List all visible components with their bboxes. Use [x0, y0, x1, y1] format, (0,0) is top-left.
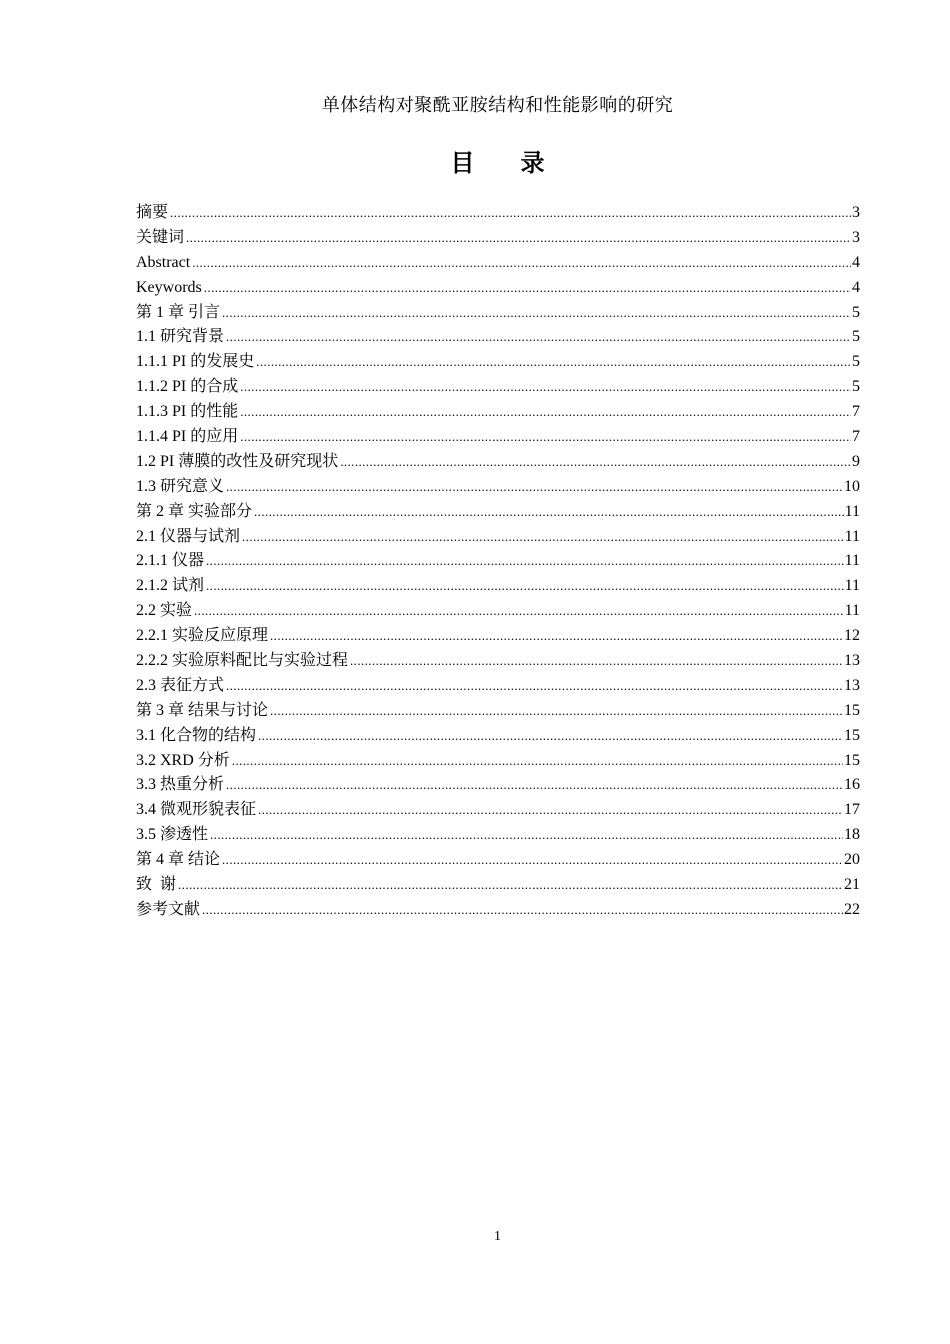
toc-entry[interactable]: [136, 525, 860, 550]
toc-entry[interactable]: [136, 500, 860, 525]
toc-leader-dots: [202, 898, 843, 923]
toc-entry-label: 1.1.4 PI 的应用: [136, 428, 239, 446]
toc-entry[interactable]: [136, 599, 860, 624]
toc-entry-label: 第 1 章 引言: [136, 303, 221, 321]
toc-leader-dots: [258, 798, 843, 823]
toc-entry-page: 18: [844, 826, 860, 844]
toc-leader-dots: [258, 724, 843, 749]
toc-leader-dots: [270, 699, 843, 724]
toc-entry-label: 3.4 微观形貌表征: [136, 801, 257, 819]
toc-entry-label: 第 4 章 结论: [136, 851, 221, 869]
table-of-contents: [136, 201, 860, 923]
toc-entry-page: 4: [852, 278, 860, 296]
toc-entry-page: 5: [852, 353, 860, 371]
toc-entry[interactable]: [136, 276, 860, 301]
toc-entry[interactable]: [136, 400, 860, 425]
toc-leader-dots: [254, 500, 844, 525]
toc-entry[interactable]: [136, 201, 860, 226]
toc-leader-dots: [186, 226, 851, 251]
toc-entry-label: 2.2.1 实验反应原理: [136, 627, 269, 645]
toc-entry[interactable]: [136, 350, 860, 375]
toc-entry-label: 2.1.2 试剂: [136, 577, 205, 595]
toc-entry-label: 第 2 章 实验部分: [136, 502, 253, 520]
toc-leader-dots: [206, 549, 844, 574]
toc-entry[interactable]: [136, 574, 860, 599]
toc-entry-label: 1.1 研究背景: [136, 328, 225, 346]
toc-entry-page: 16: [844, 776, 860, 794]
toc-entry-page: 21: [844, 876, 860, 894]
toc-entry-page: 11: [844, 577, 860, 595]
toc-entry-page: 11: [844, 552, 860, 570]
toc-entry[interactable]: [136, 649, 860, 674]
toc-entry-page: 5: [852, 328, 860, 346]
toc-leader-dots: [226, 475, 843, 500]
toc-entry[interactable]: [136, 798, 860, 823]
toc-entry-page: 15: [844, 751, 860, 769]
toc-entry-page: 22: [844, 900, 860, 918]
toc-entry[interactable]: [136, 674, 860, 699]
toc-entry-label: 参考文献: [136, 900, 201, 918]
toc-leader-dots: [240, 425, 851, 450]
toc-entry-label: 2.1.1 仪器: [136, 552, 205, 570]
toc-leader-dots: [178, 873, 843, 898]
toc-entry-page: 7: [852, 403, 860, 421]
toc-leader-dots: [192, 251, 851, 276]
toc-leader-dots: [226, 773, 843, 798]
toc-entry-label: 摘要: [136, 204, 169, 221]
toc-entry-page: 17: [844, 801, 860, 819]
toc-entry-page: 13: [844, 676, 860, 694]
toc-entry-page: 10: [844, 477, 860, 495]
toc-leader-dots: [206, 574, 844, 599]
toc-entry[interactable]: [136, 773, 860, 798]
toc-entry[interactable]: [136, 226, 860, 251]
toc-entry-page: 20: [844, 851, 860, 869]
toc-entry-label: 2.1 仪器与试剂: [136, 527, 241, 545]
toc-entry-label: 1.1.2 PI 的合成: [136, 378, 239, 396]
toc-leader-dots: [222, 301, 851, 326]
toc-leader-dots: [340, 450, 851, 475]
toc-entry-label: 2.2 实验: [136, 602, 193, 620]
document-header-title: 单体结构对聚酰亚胺结构和性能影响的研究: [321, 95, 674, 115]
toc-leader-dots: [270, 624, 843, 649]
toc-entry[interactable]: [136, 475, 860, 500]
toc-entry[interactable]: [136, 549, 860, 574]
toc-leader-dots: [226, 325, 851, 350]
toc-entry-label: 致 谢: [136, 876, 177, 894]
toc-heading: 目录: [450, 149, 591, 177]
toc-entry[interactable]: [136, 425, 860, 450]
toc-entry-label: 3.5 渗透性: [136, 826, 209, 844]
toc-entry-page: 15: [844, 726, 860, 744]
page-number: 1: [494, 1229, 501, 1244]
toc-entry-page: 15: [844, 701, 860, 719]
toc-entry-page: 9: [852, 452, 860, 470]
toc-leader-dots: [204, 276, 851, 301]
toc-entry-label: 3.1 化合物的结构: [136, 726, 257, 744]
toc-entry[interactable]: [136, 749, 860, 774]
toc-entry-label: 关键词: [136, 228, 185, 246]
toc-leader-dots: [170, 201, 851, 226]
toc-entry-label: 第 3 章 结果与讨论: [136, 701, 269, 719]
toc-entry-label: 1.3 研究意义: [136, 477, 225, 495]
toc-leader-dots: [232, 749, 843, 774]
toc-entry[interactable]: [136, 375, 860, 400]
toc-entry-page: 11: [844, 527, 860, 545]
toc-entry-page: 13: [844, 652, 860, 670]
toc-entry-label: Abstract: [136, 253, 191, 271]
toc-entry[interactable]: [136, 873, 860, 898]
toc-entry-label: Keywords: [136, 278, 202, 296]
toc-entry-label: 3.3 热重分析: [136, 776, 225, 794]
toc-entry[interactable]: [136, 624, 860, 649]
toc-entry[interactable]: [136, 450, 860, 475]
toc-entry-label: 2.2.2 实验原料配比与实验过程: [136, 652, 349, 670]
toc-entry-page: 4: [852, 253, 860, 271]
toc-leader-dots: [194, 599, 844, 624]
toc-entry[interactable]: [136, 848, 860, 873]
toc-entry[interactable]: [136, 699, 860, 724]
toc-entry-label: 1.1.3 PI 的性能: [136, 403, 239, 421]
toc-leader-dots: [256, 350, 851, 375]
toc-entry-page: 7: [852, 428, 860, 446]
toc-entry-page: 5: [852, 303, 860, 321]
toc-entry[interactable]: [136, 898, 860, 923]
toc-leader-dots: [210, 823, 843, 848]
toc-entry-page: 12: [844, 627, 860, 645]
toc-entry-page: 11: [844, 502, 860, 520]
toc-leader-dots: [222, 848, 843, 873]
toc-entry-page: 3: [852, 204, 860, 221]
toc-leader-dots: [350, 649, 843, 674]
toc-entry-page: 5: [852, 378, 860, 396]
toc-leader-dots: [240, 375, 851, 400]
toc-entry-page: 3: [852, 228, 860, 246]
toc-entry[interactable]: [136, 251, 860, 276]
toc-entry-label: 1.1.1 PI 的发展史: [136, 353, 255, 371]
toc-entry[interactable]: [136, 823, 860, 848]
toc-entry-label: 3.2 XRD 分析: [136, 751, 230, 769]
toc-entry[interactable]: [136, 301, 860, 326]
toc-leader-dots: [240, 400, 851, 425]
toc-entry-page: 11: [844, 602, 860, 620]
toc-leader-dots: [226, 674, 843, 699]
toc-leader-dots: [242, 525, 844, 550]
toc-entry[interactable]: [136, 724, 860, 749]
toc-entry-label: 2.3 表征方式: [136, 676, 225, 694]
toc-entry-label: 1.2 PI 薄膜的改性及研究现状: [136, 452, 339, 470]
toc-entry[interactable]: [136, 325, 860, 350]
